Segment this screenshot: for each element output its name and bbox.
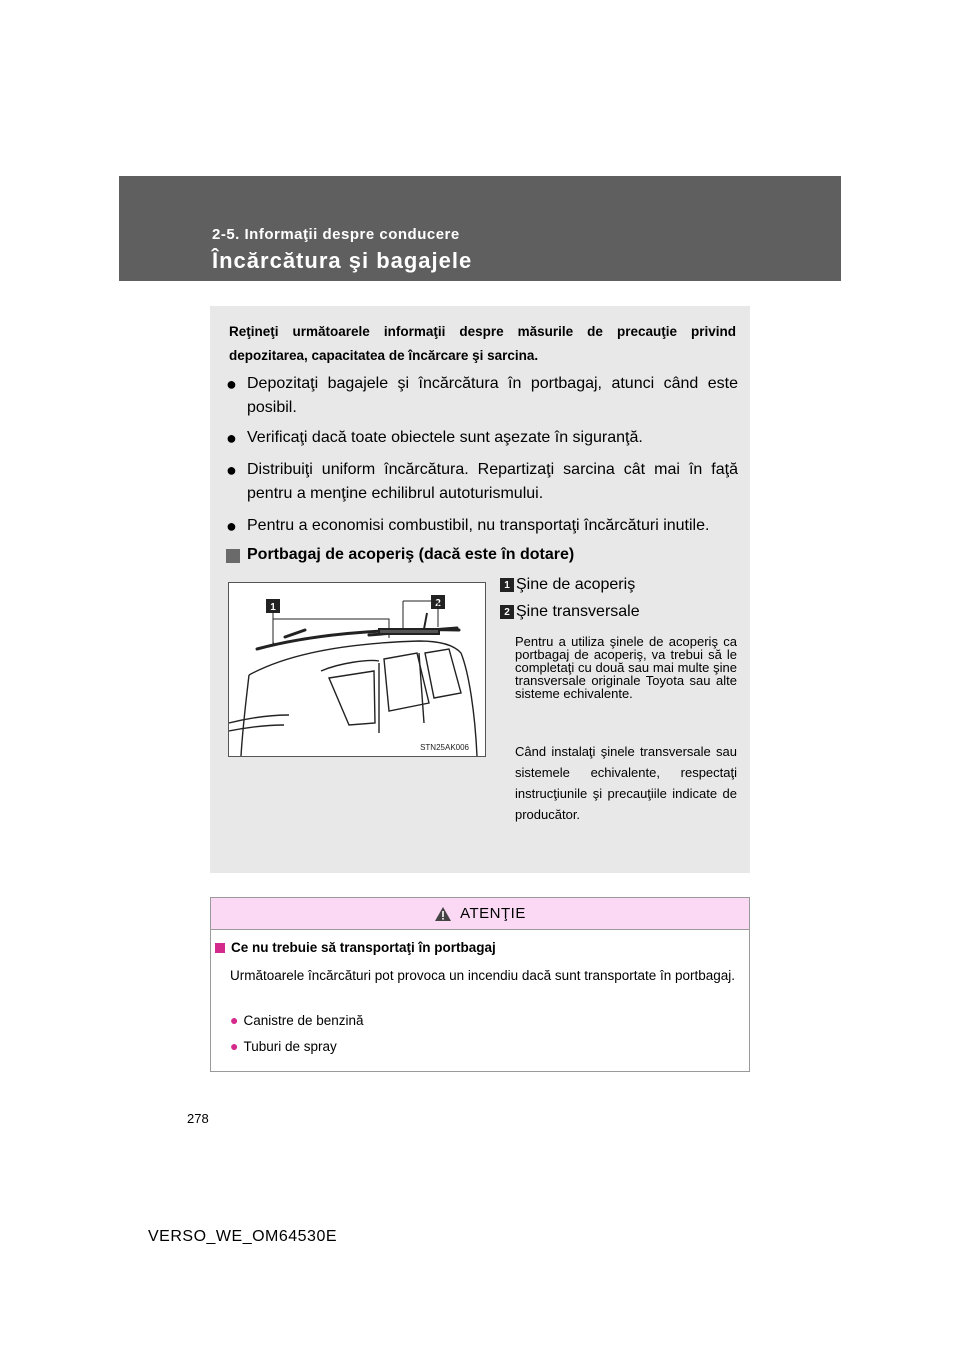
legend-number-badge: 1 — [500, 578, 514, 592]
legend-item — [500, 576, 635, 594]
bullet-text: Distribuiţi uniform încărcătura. Repartizaţi sarcina cât mai în faţă pentru a menţine echilibrul autoturismului. — [247, 461, 738, 502]
bullet-item — [226, 514, 738, 538]
bullet-dot-icon: ● — [230, 1038, 239, 1054]
warning-label: ATENŢIE — [460, 905, 526, 922]
bullet-item — [226, 372, 738, 420]
warning-list-item — [230, 1012, 364, 1028]
warning-item-text: Canistre de benzină — [243, 1012, 364, 1028]
info-intro: Reţineţi următoarele informaţii despre măsurile de precauţie privind depozitarea, capacitatea de încărcare şi sarcina. — [229, 324, 736, 363]
bullet-dot-icon: ● — [226, 516, 237, 536]
subheading — [226, 546, 574, 564]
bullet-item — [226, 458, 738, 506]
car-outline — [229, 641, 477, 756]
note-paragraph: Pentru a utiliza şinele de acoperiş ca portbagaj de acoperiş, va trebui să le completaţi cu două sau mai multe şine transversale originale Toyota sau alte sisteme echivalente. — [515, 634, 737, 701]
warning-box — [210, 897, 750, 1072]
bullet-dot-icon: ● — [230, 1012, 239, 1028]
bullet-dot-icon: ● — [226, 428, 237, 448]
callout-2-label: 2 — [435, 598, 441, 609]
document-code: VERSO_WE_OM64530E — [148, 1228, 338, 1245]
note-paragraph: Când instalaţi şinele transversale sau sistemele echivalente, respectaţi instrucţiunile şi precauţiile indicate de producător. — [515, 744, 737, 822]
info-box — [210, 306, 750, 873]
square-bullet-icon — [215, 943, 225, 953]
subheading-text: Portbagaj de acoperiş (dacă este în dotare) — [247, 546, 575, 563]
warning-triangle-icon — [434, 906, 452, 922]
legend-label: Şine de acoperiş — [516, 576, 636, 593]
bullet-text: Depozitaţi bagajele şi încărcătura în portbagaj, atunci când este posibil. — [247, 375, 738, 416]
warning-title-text: Ce nu trebuie să transportaţi în portbagaj — [231, 940, 496, 955]
bullet-text: Verificaţi dacă toate obiectele sunt aşezate în siguranţă. — [247, 429, 643, 446]
callout-1-label: 1 — [270, 602, 276, 613]
bullet-item — [226, 426, 738, 450]
legend-item — [500, 603, 640, 621]
legend-label: Şine transversale — [516, 603, 640, 620]
legend-number-badge: 2 — [500, 605, 514, 619]
warning-item-text: Tuburi de spray — [243, 1038, 337, 1054]
warning-header — [211, 898, 749, 930]
chapter-header — [119, 176, 841, 281]
bullet-dot-icon: ● — [226, 374, 237, 394]
warning-list-item — [230, 1038, 337, 1054]
section-title: 2-5. Informaţii despre conducere — [212, 226, 460, 243]
chapter-title: Încărcătura şi bagajele — [212, 248, 473, 273]
square-bullet-icon — [226, 549, 240, 563]
roof-rack-illustration — [228, 582, 486, 757]
bullet-text: Pentru a economisi combustibil, nu transportaţi încărcături inutile. — [247, 517, 710, 534]
cross-bars — [379, 613, 439, 634]
bullet-dot-icon: ● — [226, 460, 237, 480]
page-number: 278 — [187, 1111, 209, 1126]
figure-code: STN25AK006 — [420, 743, 469, 752]
car-roof-drawing — [229, 583, 485, 756]
warning-title — [215, 940, 496, 955]
leader-lines — [273, 601, 438, 645]
warning-text: Următoarele încărcături pot provoca un incendiu dacă sunt transportate în portbagaj. — [230, 968, 736, 983]
